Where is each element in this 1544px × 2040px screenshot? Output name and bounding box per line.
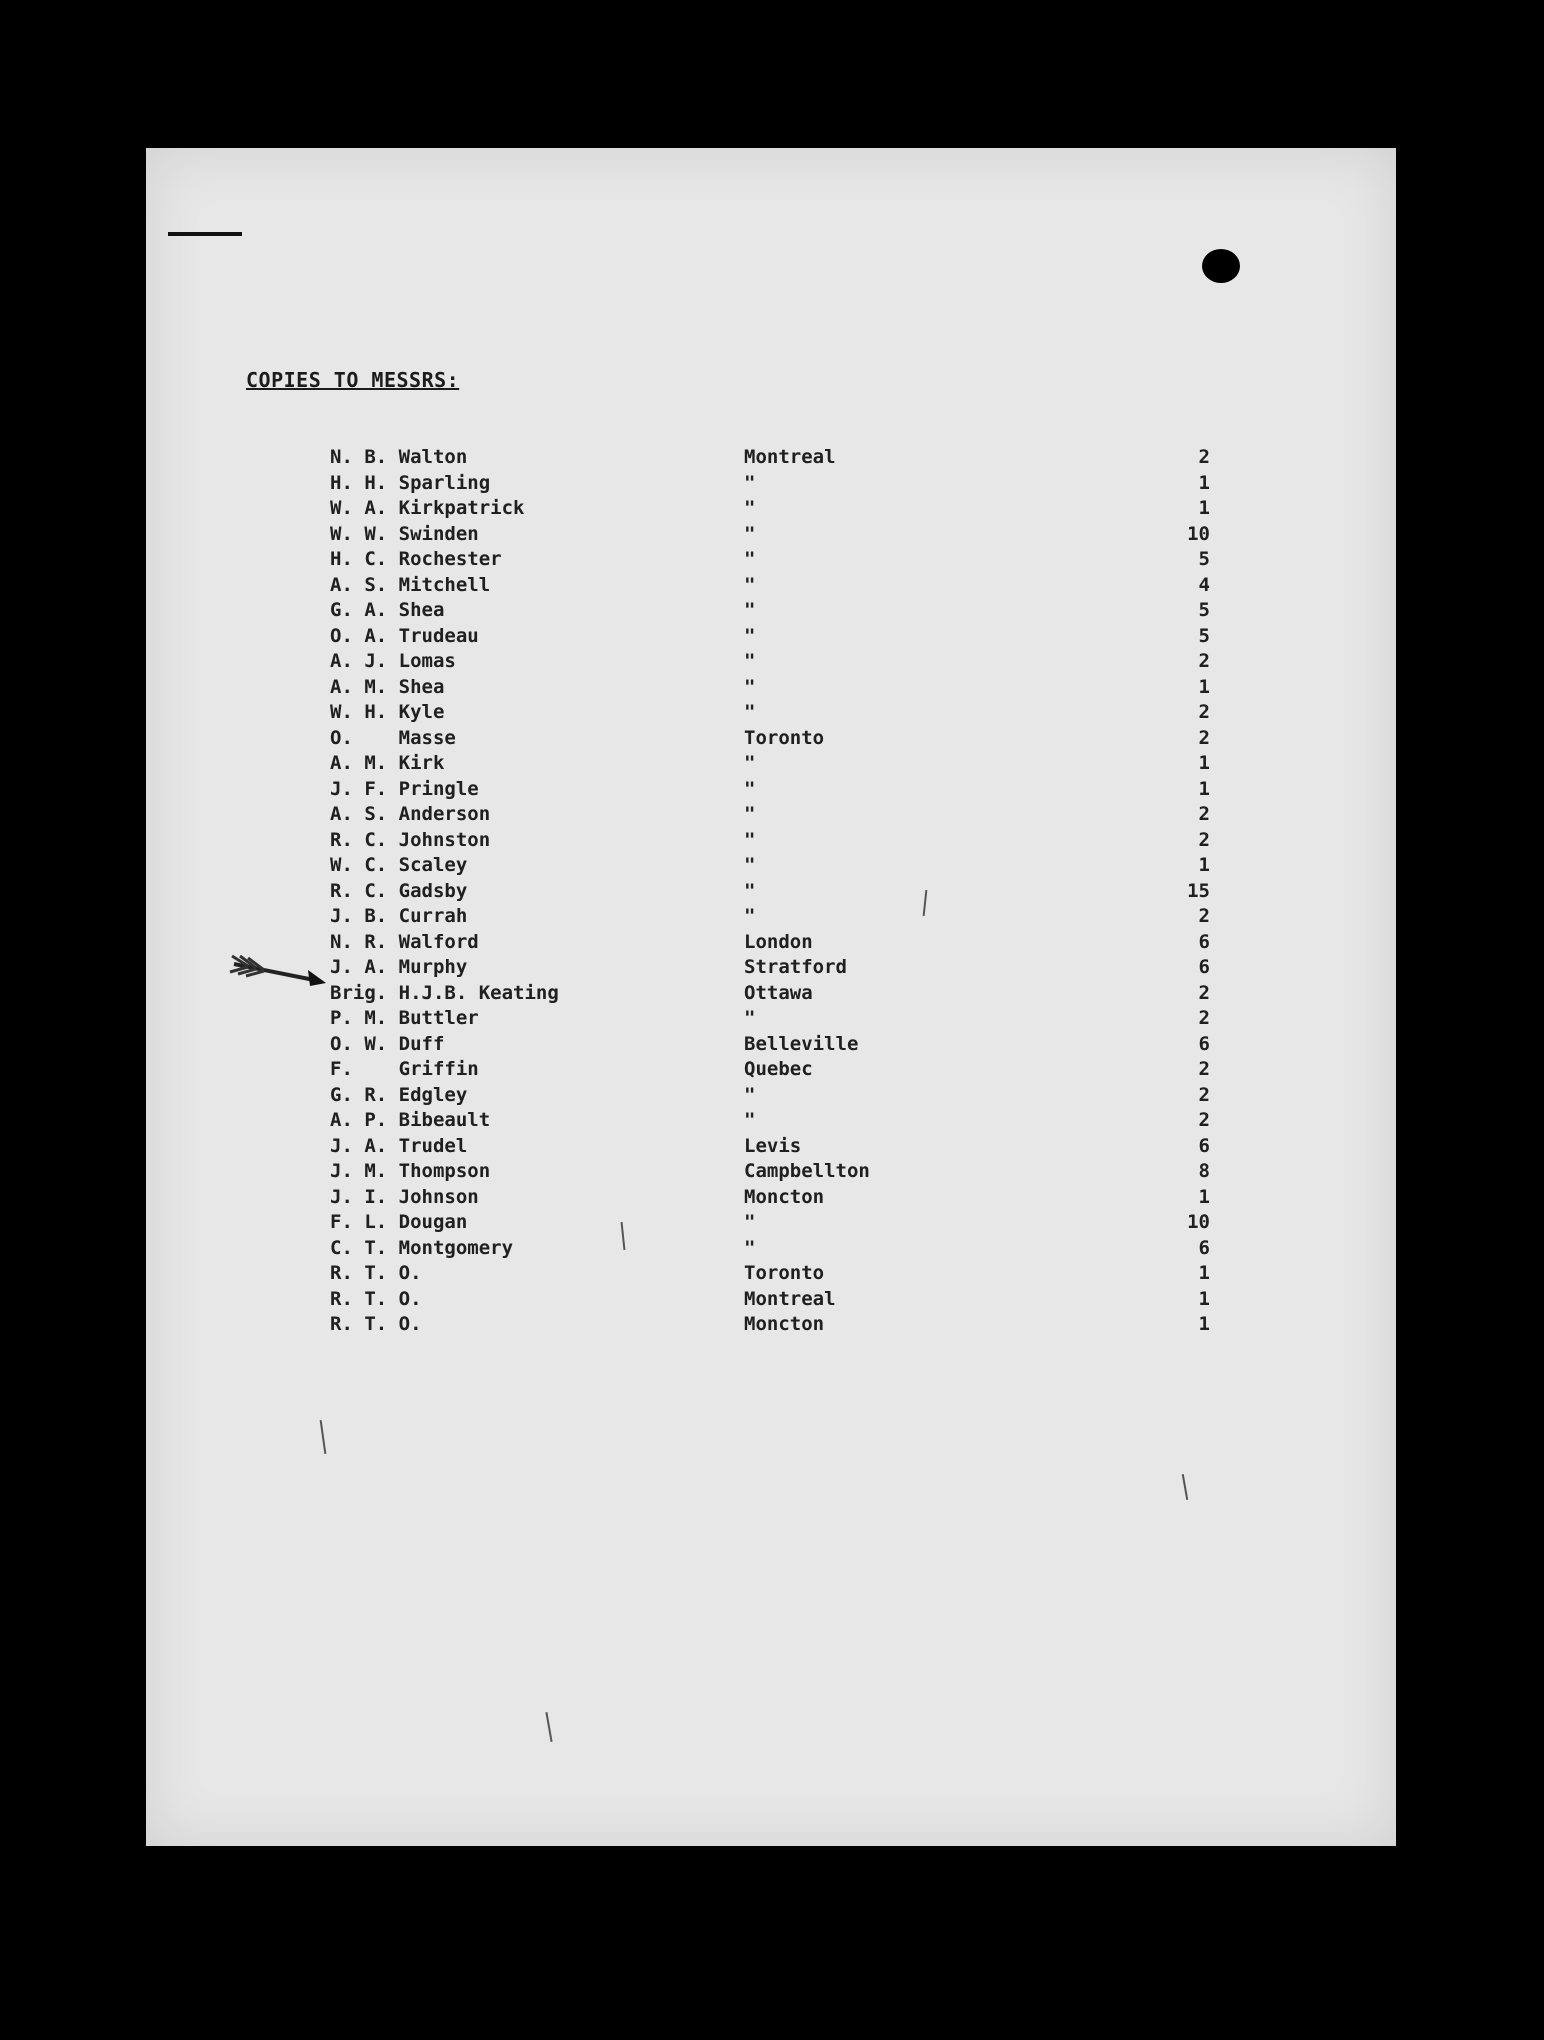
list-item <box>330 1160 1210 1186</box>
entry-city: " <box>744 675 756 698</box>
list-item <box>330 880 1210 906</box>
entry-count: 15 <box>1187 879 1210 902</box>
punch-hole <box>1202 249 1240 283</box>
entry-count: 6 <box>1198 930 1210 953</box>
entry-name: P. M. Buttler <box>330 1007 479 1029</box>
entry-count: 1 <box>1198 1287 1210 1310</box>
heading: COPIES TO MESSRS: <box>246 368 460 392</box>
list-item <box>330 497 1210 523</box>
entry-count: 2 <box>1198 1007 1210 1029</box>
entry-city: Toronto <box>744 726 825 749</box>
entry-city: " <box>744 879 756 902</box>
entry-city: Ottawa <box>744 981 813 1004</box>
list-item <box>330 1135 1210 1161</box>
entry-name: A. M. Shea <box>330 675 445 698</box>
list-item <box>330 1262 1210 1288</box>
list-item <box>330 676 1210 702</box>
entry-name: J. I. Johnson <box>330 1185 479 1208</box>
entry-name: A. J. Lomas <box>330 650 456 672</box>
entry-city: Levis <box>744 1134 802 1157</box>
entry-name: Brig. H.J.B. Keating <box>330 981 559 1004</box>
entry-name: A. S. Mitchell <box>330 573 491 596</box>
entry-count: 1 <box>1198 1313 1210 1335</box>
list-item <box>330 1084 1210 1110</box>
entry-count: 1 <box>1198 1262 1210 1284</box>
entry-city: Stratford <box>744 956 847 978</box>
entry-city: " <box>744 1236 756 1259</box>
entry-count: 2 <box>1198 1058 1210 1080</box>
entry-city: " <box>744 650 756 672</box>
list-item <box>330 905 1210 931</box>
entry-city: " <box>744 777 756 800</box>
arrow-icon <box>226 950 328 990</box>
entry-city: " <box>744 1211 756 1233</box>
entry-name: R. C. Gadsby <box>330 879 468 902</box>
entry-count: 1 <box>1198 854 1210 876</box>
edge-mark <box>168 232 242 236</box>
list-item <box>330 1288 1210 1314</box>
entry-count: 1 <box>1198 471 1210 494</box>
entry-count: 2 <box>1198 905 1210 927</box>
list-item <box>330 650 1210 676</box>
entry-city: " <box>744 471 756 494</box>
entry-city: " <box>744 803 756 825</box>
entry-name: W. H. Kyle <box>330 701 445 723</box>
entry-name: G. A. Shea <box>330 599 445 621</box>
list-item <box>330 1058 1210 1084</box>
list-item <box>330 829 1210 855</box>
list-item <box>330 1007 1210 1033</box>
entry-count: 8 <box>1198 1160 1210 1182</box>
entry-name: W. W. Swinden <box>330 522 479 545</box>
entry-count: 5 <box>1198 599 1210 621</box>
entry-count: 10 <box>1187 1211 1210 1233</box>
entry-count: 2 <box>1198 981 1210 1004</box>
entry-count: 2 <box>1198 1109 1210 1131</box>
entry-name: A. M. Kirk <box>330 752 445 774</box>
entry-count: 2 <box>1198 701 1210 723</box>
entry-count: 1 <box>1198 675 1210 698</box>
list-item <box>330 548 1210 574</box>
entry-name: J. A. Trudel <box>330 1134 468 1157</box>
entry-name: J. M. Thompson <box>330 1160 491 1182</box>
entry-city: Moncton <box>744 1313 825 1335</box>
list-item <box>330 803 1210 829</box>
entry-name: A. S. Anderson <box>330 803 491 825</box>
distribution-list <box>330 446 1210 1339</box>
entry-name: R. T. O. <box>330 1313 422 1335</box>
entry-city: " <box>744 548 756 570</box>
entry-city: " <box>744 624 756 647</box>
list-item <box>330 599 1210 625</box>
list-item <box>330 1313 1210 1339</box>
entry-city: Quebec <box>744 1058 813 1080</box>
entry-city: Montreal <box>744 446 836 468</box>
entry-city: " <box>744 905 756 927</box>
entry-city: " <box>744 854 756 876</box>
entry-city: " <box>744 701 756 723</box>
list-item <box>330 982 1210 1008</box>
entry-city: Campbellton <box>744 1160 870 1182</box>
entry-name: C. T. Montgomery <box>330 1236 514 1259</box>
entry-city: " <box>744 497 756 519</box>
entry-count: 4 <box>1198 573 1210 596</box>
entry-count: 2 <box>1198 1083 1210 1106</box>
entry-count: 2 <box>1198 726 1210 749</box>
list-item <box>330 854 1210 880</box>
entry-count: 1 <box>1198 497 1210 519</box>
entry-city: Belleville <box>744 1032 859 1055</box>
list-item <box>330 956 1210 982</box>
entry-city: " <box>744 522 756 545</box>
list-item <box>330 574 1210 600</box>
entry-name: W. A. Kirkpatrick <box>330 497 525 519</box>
entry-name: J. A. Murphy <box>330 956 468 978</box>
entry-city: " <box>744 599 756 621</box>
list-item <box>330 701 1210 727</box>
entry-name: J. B. Currah <box>330 905 468 927</box>
entry-count: 10 <box>1187 522 1210 545</box>
entry-count: 2 <box>1198 828 1210 851</box>
entry-city: Montreal <box>744 1287 836 1310</box>
entry-count: 2 <box>1198 650 1210 672</box>
list-item <box>330 752 1210 778</box>
entry-count: 5 <box>1198 548 1210 570</box>
entry-count: 2 <box>1198 803 1210 825</box>
list-item <box>330 931 1210 957</box>
entry-count: 5 <box>1198 624 1210 647</box>
list-item <box>330 625 1210 651</box>
entry-count: 1 <box>1198 752 1210 774</box>
entry-city: Moncton <box>744 1185 825 1208</box>
entry-count: 6 <box>1198 956 1210 978</box>
list-item <box>330 1109 1210 1135</box>
entry-name: R. T. O. <box>330 1262 422 1284</box>
entry-name: F. L. Dougan <box>330 1211 468 1233</box>
entry-name: R. C. Johnston <box>330 828 491 851</box>
entry-name: N. R. Walford <box>330 930 479 953</box>
entry-name: A. P. Bibeault <box>330 1109 491 1131</box>
entry-name: R. T. O. <box>330 1287 422 1310</box>
entry-count: 6 <box>1198 1134 1210 1157</box>
entry-city: " <box>744 573 756 596</box>
entry-city: " <box>744 1109 756 1131</box>
list-item <box>330 1033 1210 1059</box>
list-item <box>330 727 1210 753</box>
list-item <box>330 523 1210 549</box>
entry-count: 1 <box>1198 1185 1210 1208</box>
entry-city: " <box>744 1007 756 1029</box>
entry-name: N. B. Walton <box>330 446 468 468</box>
entry-count: 1 <box>1198 777 1210 800</box>
entry-city: " <box>744 1083 756 1106</box>
entry-city: " <box>744 828 756 851</box>
entry-name: F. Griffin <box>330 1058 479 1080</box>
list-item <box>330 1211 1210 1237</box>
entry-name: G. R. Edgley <box>330 1083 468 1106</box>
entry-name: O. Masse <box>330 726 456 749</box>
entry-name: O. A. Trudeau <box>330 624 479 647</box>
entry-count: 2 <box>1198 446 1210 468</box>
list-item <box>330 472 1210 498</box>
entry-name: J. F. Pringle <box>330 777 479 800</box>
entry-city: Toronto <box>744 1262 825 1284</box>
entry-count: 6 <box>1198 1236 1210 1259</box>
entry-name: W. C. Scaley <box>330 854 468 876</box>
list-item <box>330 1237 1210 1263</box>
list-item <box>330 446 1210 472</box>
entry-city: " <box>744 752 756 774</box>
list-item <box>330 1186 1210 1212</box>
entry-city: London <box>744 930 813 953</box>
entry-count: 6 <box>1198 1032 1210 1055</box>
entry-name: H. H. Sparling <box>330 471 491 494</box>
list-item <box>330 778 1210 804</box>
entry-name: O. W. Duff <box>330 1032 445 1055</box>
entry-name: H. C. Rochester <box>330 548 502 570</box>
